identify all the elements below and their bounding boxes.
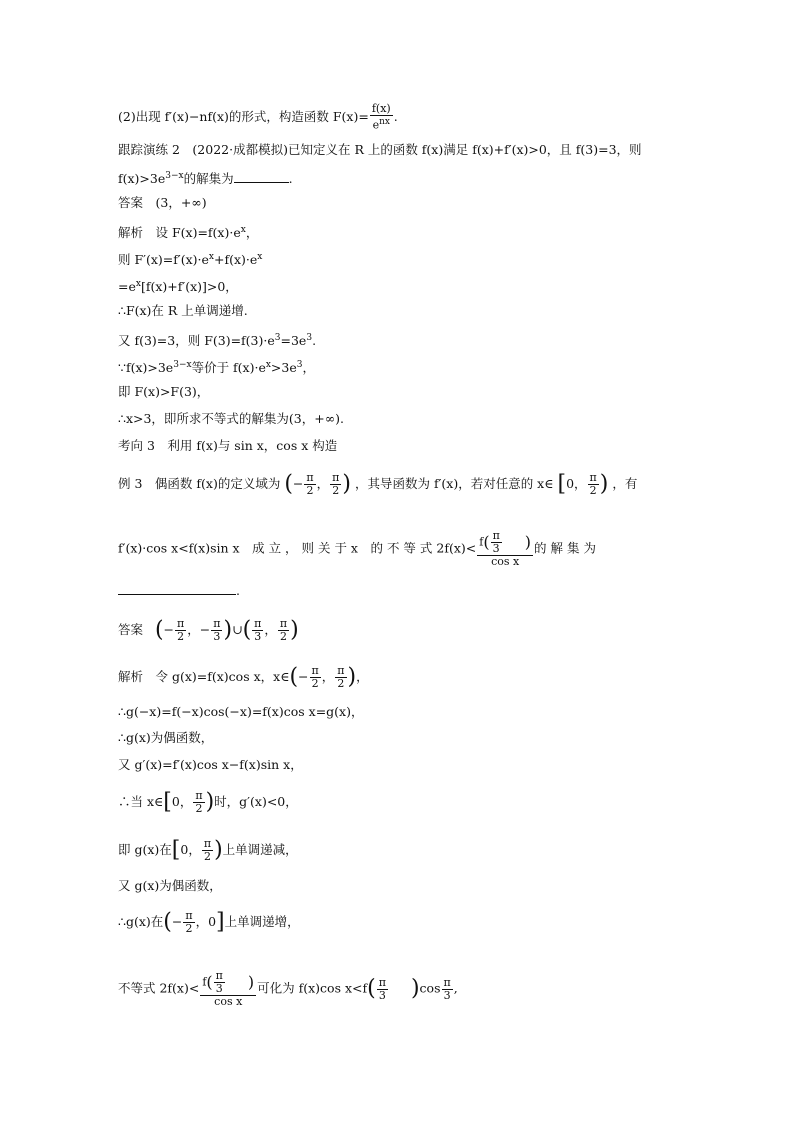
text: f bbox=[202, 975, 207, 989]
denominator: 2 bbox=[203, 850, 211, 863]
text: ， bbox=[574, 476, 587, 491]
answer-line bbox=[118, 194, 207, 212]
numerator: π bbox=[492, 529, 500, 542]
text: − bbox=[298, 669, 309, 684]
fraction bbox=[214, 970, 225, 995]
text: ， bbox=[321, 669, 335, 684]
numerator: π bbox=[589, 471, 597, 484]
text: ∴当 x∈ bbox=[118, 794, 164, 809]
superscript: x bbox=[257, 252, 263, 262]
numerator: π bbox=[185, 909, 193, 922]
text: − bbox=[163, 622, 175, 637]
text: ，有 bbox=[612, 476, 638, 491]
denominator: 3 bbox=[213, 630, 221, 643]
text: 跟踪演练 2 (2022·成都模拟)已知定义在 R 上的函数 f(x)满足 f(x)+f′(x)>0，且 f(3)=3，则 bbox=[118, 142, 642, 157]
numerator: π bbox=[203, 837, 212, 850]
text: 0 bbox=[566, 476, 575, 491]
solution-line bbox=[118, 275, 238, 296]
fraction bbox=[330, 472, 341, 497]
numerator bbox=[200, 970, 256, 996]
left-paren: ( bbox=[367, 976, 376, 1001]
solution-line bbox=[118, 221, 258, 242]
superscript: nx bbox=[379, 117, 390, 127]
solution-line bbox=[118, 410, 344, 428]
fraction bbox=[202, 838, 213, 863]
text: ， bbox=[187, 622, 200, 637]
answer-line bbox=[118, 618, 299, 643]
numerator: π bbox=[215, 969, 223, 982]
text: ， bbox=[245, 225, 259, 241]
denominator: 3 bbox=[378, 988, 386, 1002]
numerator: π bbox=[443, 975, 451, 989]
text: ， bbox=[188, 842, 201, 857]
numerator: π bbox=[311, 664, 319, 677]
left-paren: ( bbox=[284, 471, 293, 497]
text: ∴g(−x)=f(−x)cos(−x)=f(x)cos x=g(x)， bbox=[118, 704, 364, 719]
text: 解析 令 g(x)=f(x)cos x，x∈ bbox=[118, 669, 290, 684]
right-paren: ) bbox=[223, 617, 233, 643]
text: ， bbox=[356, 669, 369, 684]
text: 的 解 集 为 bbox=[534, 540, 596, 556]
denominator: 3 bbox=[443, 988, 451, 1002]
superscript: 3 bbox=[296, 360, 303, 370]
text: f bbox=[479, 535, 484, 549]
text: 上单调递增， bbox=[224, 914, 300, 929]
solution-line bbox=[118, 703, 363, 721]
left-paren: ( bbox=[289, 664, 299, 690]
superscript: 3−x bbox=[165, 171, 184, 181]
answer-blank bbox=[234, 170, 289, 183]
superscript: x bbox=[240, 225, 246, 235]
text: e bbox=[372, 118, 380, 132]
denominator: 3 bbox=[215, 982, 223, 995]
practice-problem-cont bbox=[118, 167, 293, 188]
left-bracket: [ bbox=[171, 837, 181, 863]
text: 则 F′(x)=f′(x)·e bbox=[118, 252, 209, 268]
denominator: 2 bbox=[332, 484, 340, 497]
left-paren: ( bbox=[483, 532, 490, 552]
text: f(x)>3e bbox=[118, 171, 166, 187]
fraction bbox=[491, 530, 502, 555]
text: ， bbox=[179, 794, 193, 809]
numerator: f(x) bbox=[371, 102, 391, 115]
practice-problem bbox=[118, 141, 642, 159]
text: ， bbox=[195, 914, 209, 929]
text: − bbox=[171, 914, 183, 929]
right-bracket: ] bbox=[216, 909, 225, 935]
solution-line bbox=[118, 877, 222, 895]
fraction bbox=[200, 970, 256, 1008]
denominator: 2 bbox=[306, 484, 314, 497]
solution-line bbox=[118, 910, 300, 935]
solution-line bbox=[118, 970, 458, 1008]
numerator: π bbox=[378, 975, 386, 989]
denominator bbox=[370, 116, 393, 132]
text: ， bbox=[316, 476, 330, 491]
text: 答案 bbox=[118, 622, 144, 637]
fraction bbox=[304, 472, 315, 497]
text: ， bbox=[302, 360, 315, 376]
superscript: x bbox=[208, 252, 214, 262]
numerator: π bbox=[306, 471, 314, 484]
fraction bbox=[370, 103, 393, 132]
left-bracket: [ bbox=[557, 471, 567, 497]
text: 又 g′(x)=f′(x)cos x−f(x)sin x， bbox=[118, 757, 303, 772]
text: ∴g(x)在 bbox=[118, 914, 164, 929]
text: − bbox=[292, 476, 304, 491]
solution-line bbox=[118, 756, 303, 774]
text: 可化为 f(x)cos x<f bbox=[257, 980, 368, 996]
fraction bbox=[193, 790, 204, 815]
right-paren: ) bbox=[347, 664, 357, 690]
superscript: 3 bbox=[306, 333, 313, 343]
text: ， bbox=[264, 622, 277, 637]
left-paren: ( bbox=[206, 972, 213, 992]
denominator: 3 bbox=[254, 630, 262, 643]
solution-line bbox=[118, 383, 209, 401]
fraction bbox=[588, 472, 599, 497]
text: , bbox=[453, 980, 458, 996]
text: +f(x)·e bbox=[213, 252, 258, 268]
superscript: x bbox=[135, 279, 141, 289]
fraction bbox=[335, 665, 346, 690]
fraction bbox=[442, 977, 453, 1002]
fraction bbox=[183, 910, 194, 935]
fraction bbox=[477, 530, 533, 568]
text: 0 bbox=[208, 914, 217, 929]
denominator: 2 bbox=[337, 677, 345, 690]
text: 考向 3 利用 f(x)与 sin x，cos x 构造 bbox=[118, 438, 338, 453]
text: 解析 设 F(x)=f(x)·e bbox=[118, 225, 241, 241]
superscript: 3−x bbox=[173, 360, 192, 370]
denominator: 2 bbox=[280, 630, 288, 643]
solution-line bbox=[118, 790, 298, 815]
example-line bbox=[118, 530, 596, 568]
text: . bbox=[393, 108, 398, 124]
denominator: 2 bbox=[185, 922, 193, 935]
solution-line bbox=[118, 302, 248, 320]
denominator: 2 bbox=[311, 677, 319, 690]
text: ∴g(x)为偶函数， bbox=[118, 730, 214, 745]
left-bracket: [ bbox=[163, 789, 172, 815]
solution-line bbox=[118, 356, 315, 377]
fraction bbox=[175, 618, 186, 643]
text: 答案 (3，+∞) bbox=[118, 195, 207, 210]
right-paren: ) bbox=[342, 471, 351, 497]
text: 的解集为 bbox=[183, 171, 234, 187]
denominator: cos x bbox=[491, 555, 520, 568]
right-paren: ) bbox=[524, 532, 532, 552]
fraction bbox=[278, 618, 289, 643]
left-paren: ( bbox=[163, 909, 172, 935]
text: 例 3 偶函数 f(x)的定义域为 bbox=[118, 476, 281, 491]
denominator: 2 bbox=[589, 484, 597, 497]
right-paren: ) bbox=[599, 471, 609, 497]
text: cos bbox=[419, 980, 441, 996]
text: 即 F(x)>F(3)， bbox=[118, 384, 210, 399]
numerator: π bbox=[195, 789, 203, 802]
text: 不等式 2f(x)< bbox=[118, 980, 200, 996]
section-heading bbox=[118, 437, 337, 455]
denominator: 2 bbox=[177, 630, 185, 643]
fraction bbox=[310, 665, 321, 690]
text: 0 bbox=[171, 794, 180, 809]
solution-line bbox=[118, 329, 316, 350]
denominator: 2 bbox=[195, 802, 203, 815]
text: >3e bbox=[270, 360, 297, 376]
text: =3e bbox=[280, 333, 307, 349]
right-paren: ) bbox=[205, 789, 215, 815]
text: f′(x)·cos x<f(x)sin x 成 立 ， 则 关 于 x 的 不 等 式 2f(x)< bbox=[118, 540, 477, 556]
numerator: π bbox=[177, 617, 185, 630]
text: 又 g(x)为偶函数， bbox=[118, 878, 222, 893]
text: . bbox=[288, 171, 293, 187]
text: ∴F(x)在 R 上单调递增. bbox=[118, 303, 248, 318]
numerator bbox=[477, 530, 533, 556]
text: ∴x>3，即所求不等式的解集为(3，+∞). bbox=[118, 411, 344, 426]
left-paren: ( bbox=[242, 617, 252, 643]
text: 又 f(3)=3，则 F(3)=f(3)·e bbox=[118, 333, 275, 349]
left-paren: ( bbox=[154, 617, 164, 643]
method-line bbox=[118, 103, 398, 132]
text: ∪ bbox=[232, 622, 243, 637]
right-paren: ) bbox=[410, 976, 420, 1001]
superscript: 3 bbox=[274, 333, 281, 343]
solution-line bbox=[118, 838, 298, 863]
numerator: π bbox=[254, 617, 262, 630]
right-paren: ) bbox=[290, 617, 299, 643]
right-paren: ) bbox=[214, 837, 223, 863]
text: =e bbox=[118, 279, 136, 295]
text: . bbox=[312, 333, 317, 349]
denominator: 3 bbox=[492, 542, 500, 555]
numerator: π bbox=[337, 664, 345, 677]
numerator: π bbox=[213, 617, 221, 630]
fraction bbox=[211, 618, 222, 643]
solution-line bbox=[118, 729, 213, 747]
example-line bbox=[118, 472, 637, 497]
numerator: π bbox=[332, 471, 340, 484]
text: 0 bbox=[180, 842, 189, 857]
numerator: π bbox=[279, 617, 288, 630]
fraction bbox=[377, 977, 388, 1002]
text: ，其导函数为 f′(x)，若对任意的 x∈ bbox=[354, 476, 554, 491]
right-paren: ) bbox=[247, 972, 255, 992]
answer-blank bbox=[118, 582, 236, 595]
text: 上单调递减， bbox=[222, 842, 298, 857]
solution-line bbox=[118, 248, 262, 269]
denominator: cos x bbox=[214, 995, 243, 1008]
solution-line bbox=[118, 665, 369, 690]
superscript: x bbox=[265, 360, 271, 370]
text: (2)出现 f′(x)−nf(x)的形式，构造函数 F(x)= bbox=[118, 108, 369, 124]
text: 等价于 f(x)·e bbox=[191, 360, 266, 376]
answer-blank-line bbox=[118, 582, 240, 600]
text: 时，g′(x)<0， bbox=[214, 794, 298, 809]
fraction bbox=[252, 618, 263, 643]
text: 即 g(x)在 bbox=[118, 842, 172, 857]
text: . bbox=[236, 583, 240, 598]
text: − bbox=[199, 622, 211, 637]
text: ∵f(x)>3e bbox=[118, 360, 174, 376]
text: [f(x)+f′(x)]>0， bbox=[140, 279, 238, 295]
